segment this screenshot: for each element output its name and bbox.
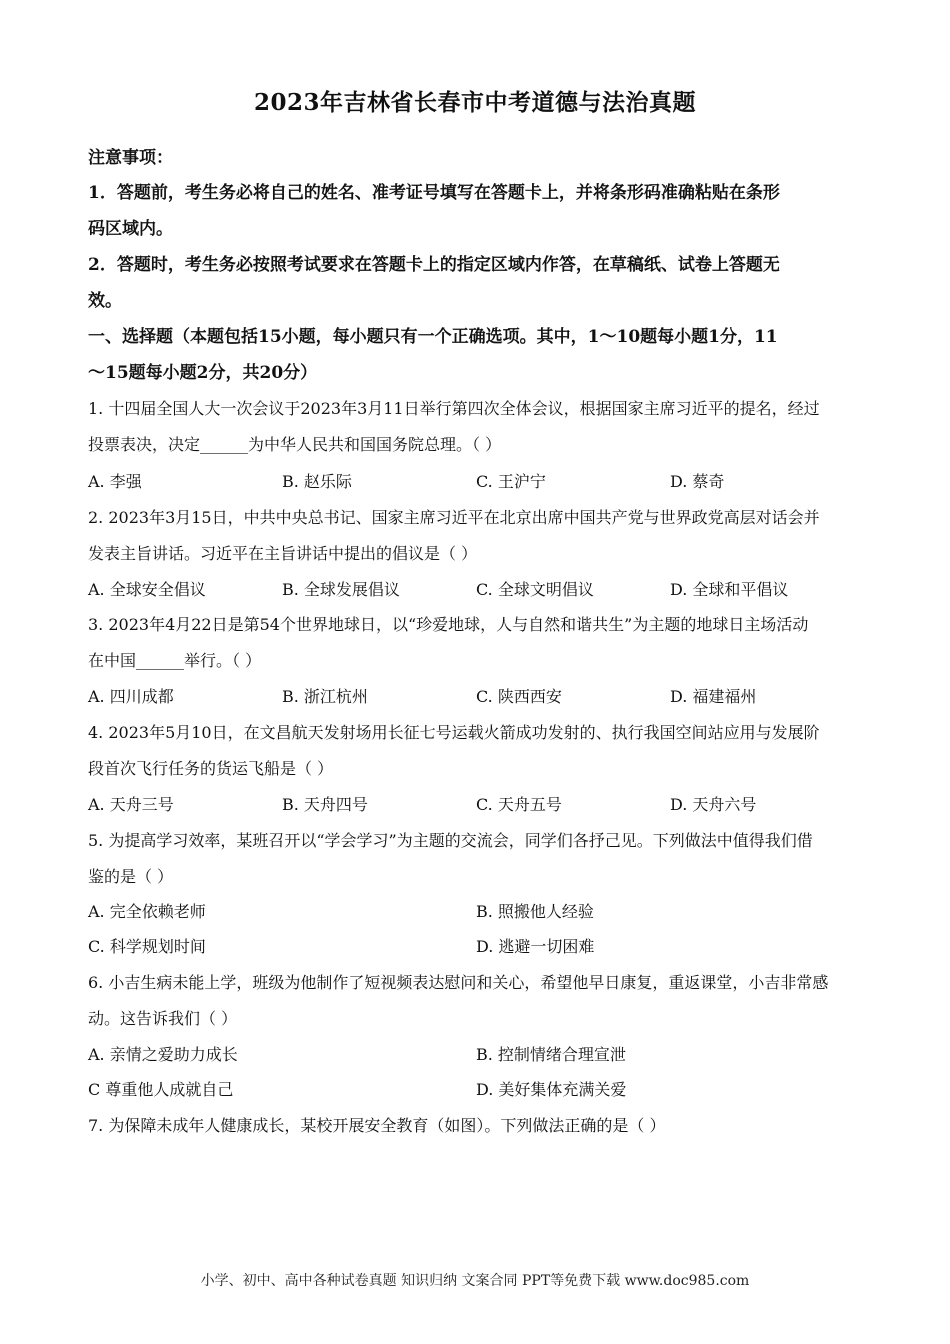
question-6-stem-line-1: 6. 小吉生病未能上学，班级为他制作了短视频表达慰问和关心，希望他早日康复，重返课堂，小吉非常感 <box>88 973 829 992</box>
question-2-stem-line-1: 2. 2023年3月15日，中共中央总书记、国家主席习近平在北京出席中国共产党与世界政党高层对话会并 <box>88 508 820 527</box>
page-footer[interactable]: 小学、初中、高中各种试卷真题 知识归纳 文案合同 PPT等免费下载 www.doc985.com <box>200 1273 750 1289</box>
question-4-option-a[interactable]: A. 天舟三号 <box>88 795 174 814</box>
question-2-option-d[interactable]: D. 全球和平倡议 <box>670 580 789 599</box>
question-6-option-b[interactable]: B. 控制情绪合理宣泄 <box>476 1045 626 1064</box>
question-2-option-c[interactable]: C. 全球文明倡议 <box>476 580 594 599</box>
question-1-option-a[interactable]: A. 李强 <box>88 472 142 491</box>
question-2-stem-line-2: 发表主旨讲话。习近平在主旨讲话中提出的倡议是（ ） <box>88 544 478 563</box>
question-1-option-d[interactable]: D. 蔡奇 <box>670 472 725 491</box>
section-heading-line-1: 一、选择题（本题包括15小题，每小题只有一个正确选项。其中，1～10题每小题1分，11 <box>88 327 778 347</box>
question-4-stem-line-1: 4. 2023年5月10日，在文昌航天发射场用长征七号运载火箭成功发射的、执行我国空间站应用与发展阶 <box>88 723 820 742</box>
notice-item-2-line-2: 效。 <box>88 291 122 311</box>
question-5-stem-line-1: 5. 为提高学习效率，某班召开以“学会学习”为主题的交流会，同学们各抒己见。下列做法中值得我们借 <box>88 831 813 850</box>
question-4-option-b[interactable]: B. 天舟四号 <box>282 795 368 814</box>
question-4-option-c[interactable]: C. 天舟五号 <box>476 795 562 814</box>
section-heading-line-2: ～15题每小题2分，共20分） <box>88 363 318 383</box>
question-4-option-d[interactable]: D. 天舟六号 <box>670 795 757 814</box>
notice-heading: 注意事项： <box>88 148 173 168</box>
question-3-option-c[interactable]: C. 陕西西安 <box>476 687 562 706</box>
question-3-option-b[interactable]: B. 浙江杭州 <box>282 687 368 706</box>
notice-item-1-line-2: 码区域内。 <box>88 219 173 239</box>
question-3-option-d[interactable]: D. 福建福州 <box>670 687 757 706</box>
question-5-option-d[interactable]: D. 逃避一切困难 <box>476 937 595 956</box>
question-2-option-b[interactable]: B. 全球发展倡议 <box>282 580 400 599</box>
question-3-stem-line-1: 3. 2023年4月22日是第54个世界地球日，以“珍爱地球，人与自然和谐共生”为主题的地球日主场活动 <box>88 615 809 634</box>
question-1-option-b[interactable]: B. 赵乐际 <box>282 472 352 491</box>
notice-item-1-line-1: 1．答题前，考生务必将自己的姓名、准考证号填写在答题卡上，并将条形码准确粘贴在条形 <box>88 183 780 203</box>
question-5-option-b[interactable]: B. 照搬他人经验 <box>476 902 594 921</box>
question-3-stem-line-2: 在中国______举行。（ ） <box>88 651 262 670</box>
question-5-option-a[interactable]: A. 完全依赖老师 <box>88 902 206 921</box>
question-3-option-a[interactable]: A. 四川成都 <box>88 687 174 706</box>
question-6-stem-line-2: 动。这告诉我们（ ） <box>88 1009 238 1028</box>
page-title: 2023年吉林省长春市中考道德与法治真题 <box>253 89 696 116</box>
question-7-stem-line-1: 7. 为保障未成年人健康成长，某校开展安全教育（如图）。下列做法正确的是（ ） <box>88 1116 666 1135</box>
question-5-stem-line-2: 鉴的是（ ） <box>88 867 174 886</box>
question-5-option-c[interactable]: C. 科学规划时间 <box>88 937 206 956</box>
question-2-option-a[interactable]: A. 全球安全倡议 <box>88 580 206 599</box>
question-4-stem-line-2: 段首次飞行任务的货运飞船是（ ） <box>88 759 334 778</box>
question-6-option-a[interactable]: A. 亲情之爱助力成长 <box>88 1045 238 1064</box>
question-6-option-c[interactable]: C 尊重他人成就自己 <box>88 1080 234 1099</box>
question-1-option-c[interactable]: C. 王沪宁 <box>476 472 546 491</box>
question-1-stem-line-2: 投票表决，决定______为中华人民共和国国务院总理。（ ） <box>88 435 502 454</box>
question-1-stem-line-1: 1. 十四届全国人大一次会议于2023年3月11日举行第四次全体会议，根据国家主席习近平的提名，经过 <box>88 399 820 418</box>
notice-item-2-line-1: 2．答题时，考生务必按照考试要求在答题卡上的指定区域内作答，在草稿纸、试卷上答题无 <box>88 255 780 275</box>
question-6-option-d[interactable]: D. 美好集体充满关爱 <box>476 1080 627 1099</box>
